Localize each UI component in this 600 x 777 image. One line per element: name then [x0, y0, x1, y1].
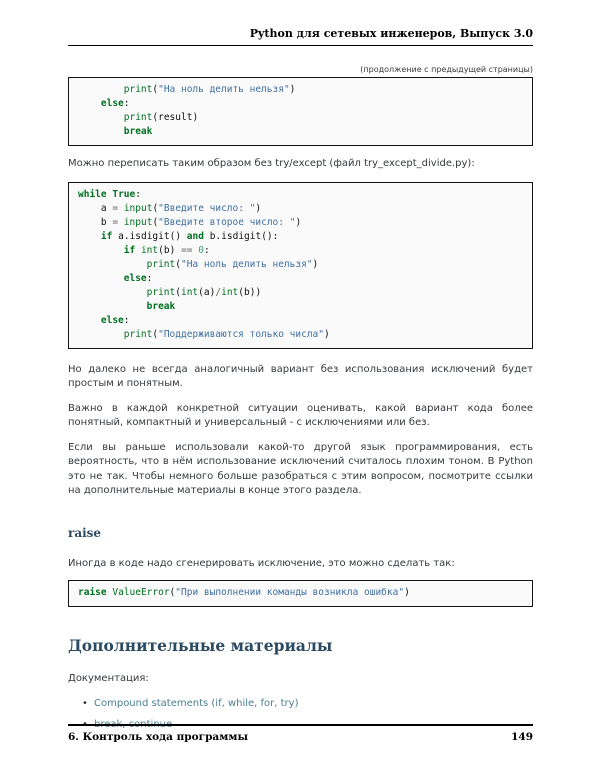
heading-additional-materials: Дополнительные материалы — [68, 636, 333, 655]
footer-page-number: 149 — [511, 731, 533, 743]
paragraph-other-lang: Если вы раньше использовали какой-то другой язык программирования, есть вероятность, что в нём использование исключений считалось плохим тоном. В Python это не так. Чтобы немного больше разобраться с этим вопросом, посмотрите ссылки на дополнительные материалы в конце этого раздела. — [68, 441, 533, 496]
link-compound-statements[interactable]: Compound statements (if, while, for, try) — [94, 697, 299, 709]
footer-chapter: 6. Контроль хода программы — [68, 731, 248, 743]
heading-raise: raise — [68, 525, 102, 540]
paragraph-not-always: Но далеко не всегда аналогичный вариант без использования исключений будет простым и понятным. — [68, 363, 533, 389]
page-header — [68, 27, 533, 46]
link-break-continue[interactable]: break, continue — [94, 718, 173, 730]
book-title: Python для сетевых инженеров, Выпуск 3.0 — [249, 27, 533, 40]
page-footer — [68, 724, 533, 743]
continued-note: (продолжение с предыдущей страницы) — [360, 65, 533, 74]
code-block-try-except-divide: while True: a = input("Введите число: ") b = input("Введите второе число: ") if a.isdigit() and b.isdigit(): if int(b) == 0: print("На ноль делить нельзя") else: print(int(a)/int(b)) break else: print("Поддерживаются только числа") — [68, 182, 533, 349]
paragraph-rewrite: Можно переписать таким образом без try/except (файл try_except_divide.py): — [68, 158, 475, 169]
paragraph-raise-intro: Иногда в коде надо сгенерировать исключение, это можно сделать так: — [68, 557, 455, 569]
list-item — [94, 698, 533, 709]
paragraph-important: Важно в каждой конкретной ситуации оценивать, какой вариант кода более понятный, компактный и универсальный - с исключениями или без. — [68, 402, 533, 428]
code-block-raise: raise ValueError("При выполнении команды возникла ошибка") — [68, 580, 533, 607]
docs-label: Документация: — [68, 673, 149, 684]
code-block-continued: print("На ноль делить нельзя") else: print(result) break — [68, 77, 533, 146]
